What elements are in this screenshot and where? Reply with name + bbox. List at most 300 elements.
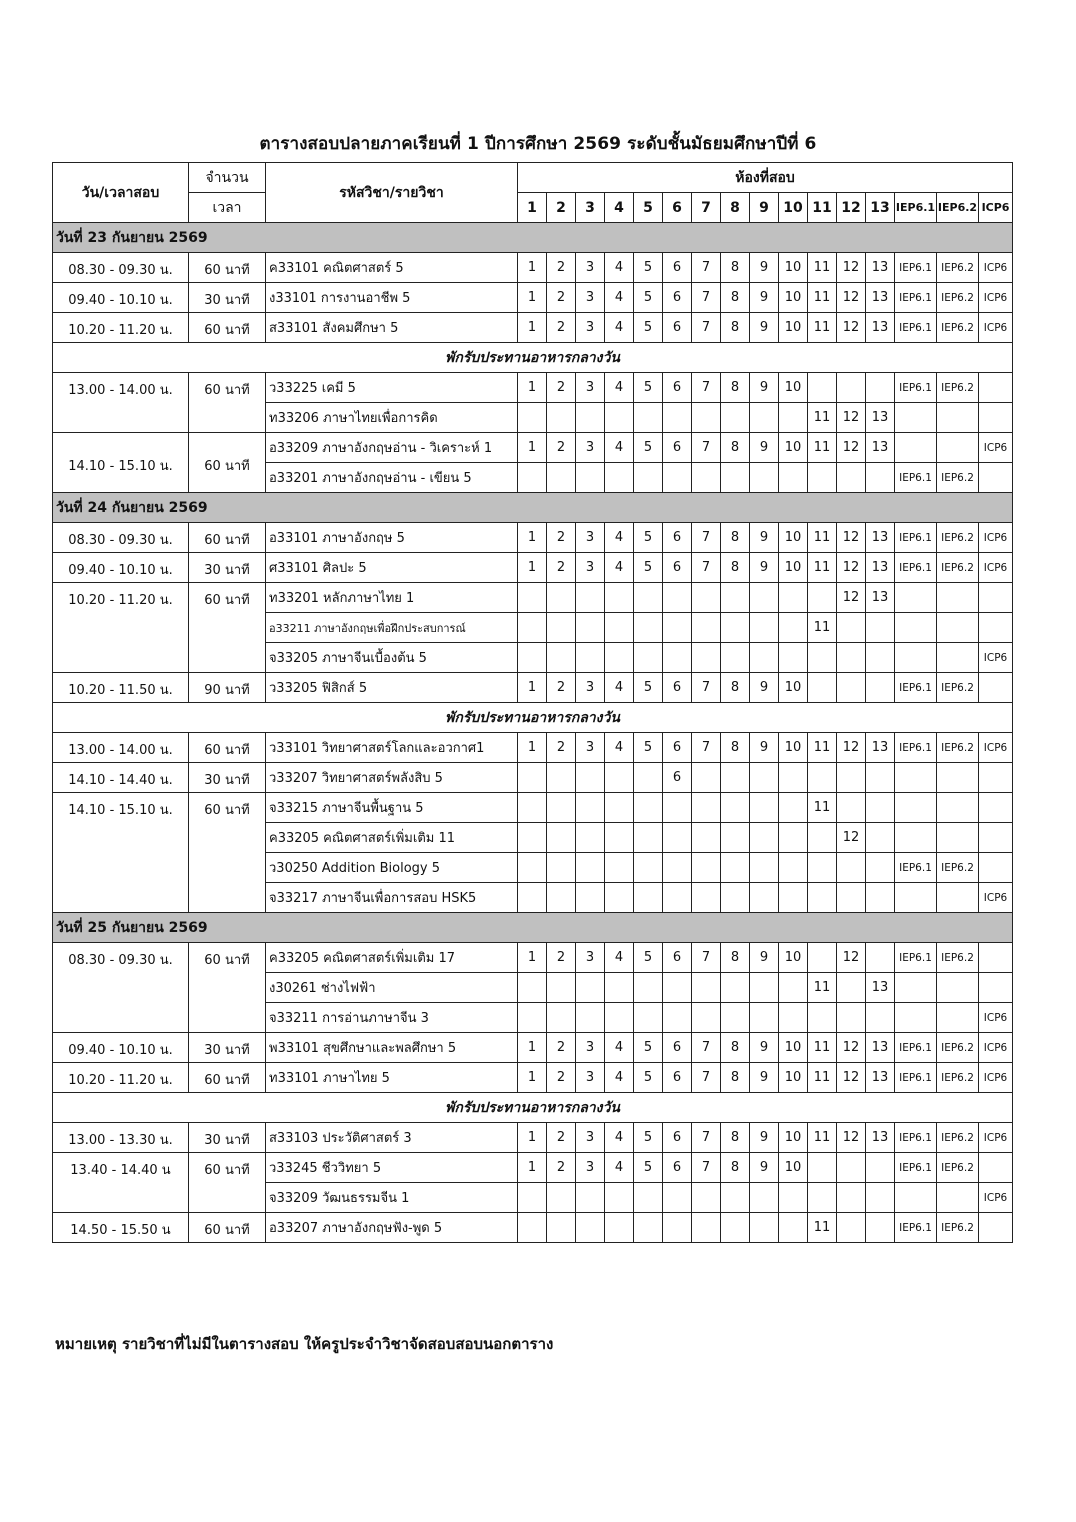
room-cell — [837, 1003, 866, 1033]
room-cell: 12 — [837, 1063, 866, 1093]
room-cell — [979, 463, 1013, 493]
exam-duration: 60 นาที — [189, 1213, 266, 1243]
header-room-9: 10 — [779, 193, 808, 223]
room-cell: 6 — [663, 733, 692, 763]
room-cell — [547, 883, 576, 913]
room-cell — [634, 403, 663, 433]
room-cell: IEP6.1 — [895, 1213, 937, 1243]
lunch-break-label: พักรับประทานอาหารกลางวัน — [53, 343, 1013, 373]
room-cell: IEP6.2 — [937, 733, 979, 763]
room-cell: 4 — [605, 1033, 634, 1063]
room-cell: ICP6 — [979, 1033, 1013, 1063]
day-label: วันที่ 23 กันยายน 2569 — [53, 223, 1013, 253]
room-cell: 7 — [692, 523, 721, 553]
room-cell — [937, 763, 979, 793]
room-cell — [779, 643, 808, 673]
room-cell: ICP6 — [979, 733, 1013, 763]
room-cell: 5 — [634, 553, 663, 583]
room-cell: 7 — [692, 733, 721, 763]
room-cell: IEP6.2 — [937, 373, 979, 403]
room-cell: IEP6.1 — [895, 733, 937, 763]
room-cell: IEP6.1 — [895, 1063, 937, 1093]
header-room-8: 9 — [750, 193, 779, 223]
room-cell: 8 — [721, 313, 750, 343]
room-cell — [634, 973, 663, 1003]
room-cell: IEP6.1 — [895, 673, 937, 703]
room-cell — [937, 1183, 979, 1213]
room-cell: 12 — [837, 313, 866, 343]
exam-duration: 30 นาที — [189, 763, 266, 793]
room-cell — [750, 883, 779, 913]
room-cell — [837, 1183, 866, 1213]
room-cell — [518, 1213, 547, 1243]
room-cell: 2 — [547, 943, 576, 973]
room-cell: IEP6.2 — [937, 313, 979, 343]
room-cell: 11 — [808, 283, 837, 313]
room-cell — [779, 1003, 808, 1033]
room-cell: 9 — [750, 1063, 779, 1093]
room-cell: 13 — [866, 583, 895, 613]
room-cell — [750, 1213, 779, 1243]
exam-row — [53, 793, 1013, 823]
room-cell: 12 — [837, 403, 866, 433]
exam-time: 14.10 - 14.40 น. — [53, 763, 189, 793]
header-room-12: 13 — [866, 193, 895, 223]
room-cell — [576, 643, 605, 673]
room-cell — [779, 973, 808, 1003]
exam-time: 13.40 - 14.40 น — [53, 1153, 189, 1213]
room-cell — [808, 943, 837, 973]
room-cell — [937, 883, 979, 913]
room-cell — [866, 853, 895, 883]
room-cell — [866, 373, 895, 403]
room-cell: 11 — [808, 1033, 837, 1063]
room-cell — [692, 973, 721, 1003]
room-cell — [692, 763, 721, 793]
room-cell: 1 — [518, 943, 547, 973]
header-room-11: 12 — [837, 193, 866, 223]
room-cell: 1 — [518, 283, 547, 313]
room-cell: IEP6.2 — [937, 943, 979, 973]
room-cell — [866, 643, 895, 673]
room-cell: 7 — [692, 373, 721, 403]
room-cell: IEP6.1 — [895, 1123, 937, 1153]
room-cell: 13 — [866, 733, 895, 763]
exam-duration: 60 นาที — [189, 433, 266, 493]
room-cell: IEP6.1 — [895, 553, 937, 583]
exam-subject: ศ33101 ศิลปะ 5 — [266, 553, 518, 583]
room-cell — [808, 673, 837, 703]
page-title: ตารางสอบปลายภาคเรียนที่ 1 ปีการศึกษา 2569 ระดับชั้นมัธยมศึกษาปีที่ 6 — [259, 134, 817, 154]
room-cell: 12 — [837, 583, 866, 613]
room-cell: 9 — [750, 1123, 779, 1153]
room-cell — [634, 583, 663, 613]
room-cell: 9 — [750, 1153, 779, 1183]
room-cell — [663, 823, 692, 853]
room-cell: 2 — [547, 523, 576, 553]
room-cell: 2 — [547, 313, 576, 343]
room-cell — [937, 433, 979, 463]
room-cell: 12 — [837, 1123, 866, 1153]
room-cell — [721, 613, 750, 643]
header-room-7: 8 — [721, 193, 750, 223]
room-cell: 4 — [605, 373, 634, 403]
room-cell: 7 — [692, 433, 721, 463]
room-cell — [605, 613, 634, 643]
room-cell: 6 — [663, 313, 692, 343]
room-cell — [895, 1183, 937, 1213]
room-cell — [866, 673, 895, 703]
table-body — [53, 223, 1013, 1243]
room-cell — [518, 583, 547, 613]
room-cell: IEP6.1 — [895, 853, 937, 883]
room-cell: 9 — [750, 943, 779, 973]
room-cell — [547, 1183, 576, 1213]
room-cell: 10 — [779, 943, 808, 973]
room-cell: 1 — [518, 313, 547, 343]
room-cell — [979, 1213, 1013, 1243]
room-cell: 2 — [547, 433, 576, 463]
room-cell: 10 — [779, 1033, 808, 1063]
room-cell: 6 — [663, 673, 692, 703]
room-cell — [721, 1003, 750, 1033]
room-cell — [547, 463, 576, 493]
room-cell — [721, 763, 750, 793]
room-cell — [634, 1213, 663, 1243]
room-cell — [518, 1183, 547, 1213]
exam-subject: ว33205 ฟิสิกส์ 5 — [266, 673, 518, 703]
exam-subject: ค33205 คณิตศาสตร์เพิ่มเติม 17 — [266, 943, 518, 973]
room-cell: 12 — [837, 553, 866, 583]
exam-row — [53, 283, 1013, 313]
room-cell: 11 — [808, 553, 837, 583]
room-cell — [605, 793, 634, 823]
room-cell: 8 — [721, 673, 750, 703]
room-cell — [634, 463, 663, 493]
exam-subject: อ33101 ภาษาอังกฤษ 5 — [266, 523, 518, 553]
room-cell — [837, 883, 866, 913]
exam-duration: 90 นาที — [189, 673, 266, 703]
exam-duration: 30 นาที — [189, 1123, 266, 1153]
room-cell — [547, 1213, 576, 1243]
room-cell — [721, 643, 750, 673]
room-cell: 13 — [866, 313, 895, 343]
room-cell — [605, 1183, 634, 1213]
exam-subject: อ33209 ภาษาอังกฤษอ่าน - วิเคราะห์ 1 — [266, 433, 518, 463]
room-cell — [605, 853, 634, 883]
header-room-4: 5 — [634, 193, 663, 223]
room-cell — [779, 793, 808, 823]
day-header-row — [53, 493, 1013, 523]
exam-subject: ว33225 เคมี 5 — [266, 373, 518, 403]
exam-subject: ส33101 สังคมศึกษา 5 — [266, 313, 518, 343]
header-rooms: ห้องที่สอบ — [518, 163, 1013, 193]
room-cell: 8 — [721, 733, 750, 763]
room-cell — [547, 583, 576, 613]
room-cell: 13 — [866, 553, 895, 583]
header-duration-bottom: เวลา — [189, 193, 266, 223]
room-cell — [837, 613, 866, 643]
header-duration-top: จำนวน — [189, 163, 266, 193]
room-cell: ICP6 — [979, 1063, 1013, 1093]
header-time: วัน/เวลาสอบ — [53, 163, 189, 223]
room-cell: 7 — [692, 253, 721, 283]
exam-subject: ส33103 ประวัติศาสตร์ 3 — [266, 1123, 518, 1153]
room-cell: 8 — [721, 1153, 750, 1183]
room-cell — [808, 1003, 837, 1033]
room-cell: 12 — [837, 523, 866, 553]
room-cell: 6 — [663, 253, 692, 283]
room-cell — [721, 1213, 750, 1243]
exam-time: 10.20 - 11.20 น. — [53, 583, 189, 673]
room-cell: 6 — [663, 1153, 692, 1183]
room-cell: ICP6 — [979, 883, 1013, 913]
room-cell: 7 — [692, 553, 721, 583]
room-cell: IEP6.1 — [895, 523, 937, 553]
room-cell: 3 — [576, 1063, 605, 1093]
room-cell: 9 — [750, 733, 779, 763]
room-cell — [634, 1183, 663, 1213]
room-cell — [837, 373, 866, 403]
room-cell: IEP6.2 — [937, 1063, 979, 1093]
room-cell: 2 — [547, 1063, 576, 1093]
header-room-0: 1 — [518, 193, 547, 223]
room-cell — [979, 583, 1013, 613]
room-cell — [808, 1153, 837, 1183]
room-cell: 3 — [576, 433, 605, 463]
exam-row — [53, 583, 1013, 613]
room-cell — [979, 763, 1013, 793]
room-cell — [576, 853, 605, 883]
room-cell: 2 — [547, 373, 576, 403]
room-cell: 9 — [750, 373, 779, 403]
room-cell: IEP6.1 — [895, 463, 937, 493]
exam-duration: 60 นาที — [189, 1063, 266, 1093]
room-cell — [721, 403, 750, 433]
room-cell — [518, 883, 547, 913]
room-cell — [663, 1183, 692, 1213]
exam-row — [53, 313, 1013, 343]
room-cell — [866, 1003, 895, 1033]
room-cell: IEP6.2 — [937, 1153, 979, 1183]
exam-subject: ท33101 ภาษาไทย 5 — [266, 1063, 518, 1093]
lunch-break-row — [53, 343, 1013, 373]
room-cell — [895, 1003, 937, 1033]
room-cell — [779, 403, 808, 433]
room-cell: 3 — [576, 373, 605, 403]
room-cell: IEP6.2 — [937, 523, 979, 553]
room-cell — [750, 853, 779, 883]
room-cell — [605, 643, 634, 673]
room-cell: IEP6.1 — [895, 283, 937, 313]
room-cell — [808, 823, 837, 853]
room-cell — [866, 793, 895, 823]
room-cell — [605, 403, 634, 433]
room-cell — [866, 613, 895, 643]
room-cell: 4 — [605, 283, 634, 313]
room-cell: 7 — [692, 1153, 721, 1183]
room-cell — [979, 853, 1013, 883]
room-cell: 6 — [663, 1063, 692, 1093]
room-cell: IEP6.2 — [937, 853, 979, 883]
room-cell: 5 — [634, 1153, 663, 1183]
room-cell: IEP6.1 — [895, 373, 937, 403]
header-room-5: 6 — [663, 193, 692, 223]
room-cell: 8 — [721, 523, 750, 553]
room-cell — [547, 613, 576, 643]
room-cell — [576, 613, 605, 643]
room-cell — [576, 823, 605, 853]
room-cell — [866, 943, 895, 973]
room-cell — [692, 793, 721, 823]
room-cell: ICP6 — [979, 313, 1013, 343]
lunch-break-label: พักรับประทานอาหารกลางวัน — [53, 1093, 1013, 1123]
header-room-15: ICP6 — [979, 193, 1013, 223]
room-cell — [518, 823, 547, 853]
room-cell: ICP6 — [979, 1123, 1013, 1153]
room-cell — [937, 613, 979, 643]
room-cell — [605, 1213, 634, 1243]
room-cell: 2 — [547, 673, 576, 703]
room-cell: 4 — [605, 253, 634, 283]
room-cell — [895, 973, 937, 1003]
room-cell — [750, 763, 779, 793]
room-cell: 2 — [547, 733, 576, 763]
room-cell — [721, 583, 750, 613]
room-cell — [605, 763, 634, 793]
room-cell: 10 — [779, 373, 808, 403]
room-cell: 12 — [837, 733, 866, 763]
room-cell — [866, 463, 895, 493]
room-cell — [518, 973, 547, 1003]
room-cell: 3 — [576, 943, 605, 973]
room-cell — [576, 973, 605, 1003]
room-cell: 12 — [837, 433, 866, 463]
room-cell — [750, 463, 779, 493]
room-cell: 9 — [750, 553, 779, 583]
room-cell — [979, 373, 1013, 403]
room-cell: 5 — [634, 1123, 663, 1153]
room-cell: 13 — [866, 1033, 895, 1063]
room-cell: ICP6 — [979, 523, 1013, 553]
exam-row — [53, 523, 1013, 553]
room-cell: IEP6.1 — [895, 1153, 937, 1183]
room-cell — [866, 1153, 895, 1183]
room-cell: 10 — [779, 553, 808, 583]
room-cell — [937, 793, 979, 823]
day-label: วันที่ 24 กันยายน 2569 — [53, 493, 1013, 523]
room-cell — [937, 973, 979, 1003]
room-cell — [937, 643, 979, 673]
room-cell: IEP6.2 — [937, 283, 979, 313]
room-cell — [663, 463, 692, 493]
room-cell — [979, 823, 1013, 853]
room-cell: 7 — [692, 283, 721, 313]
room-cell — [605, 583, 634, 613]
room-cell: 10 — [779, 253, 808, 283]
header-room-13: IEP6.1 — [895, 193, 937, 223]
room-cell: 10 — [779, 433, 808, 463]
room-cell — [779, 1183, 808, 1213]
room-cell — [895, 823, 937, 853]
exam-subject: จ33209 วัฒนธรรมจีน 1 — [266, 1183, 518, 1213]
room-cell — [721, 1183, 750, 1213]
table-header — [53, 163, 1013, 223]
room-cell — [576, 583, 605, 613]
room-cell — [979, 793, 1013, 823]
room-cell — [692, 1213, 721, 1243]
header-room-1: 2 — [547, 193, 576, 223]
room-cell: 5 — [634, 253, 663, 283]
room-cell: 2 — [547, 1123, 576, 1153]
room-cell: 10 — [779, 673, 808, 703]
room-cell: 11 — [808, 253, 837, 283]
room-cell — [937, 1003, 979, 1033]
room-cell — [663, 883, 692, 913]
room-cell: IEP6.1 — [895, 253, 937, 283]
room-cell: 10 — [779, 283, 808, 313]
room-cell — [576, 883, 605, 913]
room-cell: 4 — [605, 943, 634, 973]
header-room-6: 7 — [692, 193, 721, 223]
room-cell: 8 — [721, 1033, 750, 1063]
exam-subject: พ33101 สุขศึกษาและพลศึกษา 5 — [266, 1033, 518, 1063]
room-cell: IEP6.2 — [937, 463, 979, 493]
room-cell — [605, 973, 634, 1003]
room-cell — [634, 853, 663, 883]
room-cell — [547, 853, 576, 883]
room-cell: 11 — [808, 973, 837, 1003]
exam-time: 13.00 - 14.00 น. — [53, 733, 189, 763]
exam-schedule-table — [52, 162, 1013, 1243]
exam-row — [53, 1123, 1013, 1153]
room-cell — [779, 883, 808, 913]
room-cell — [692, 823, 721, 853]
room-cell: 11 — [808, 403, 837, 433]
room-cell: 1 — [518, 1123, 547, 1153]
header-room-10: 11 — [808, 193, 837, 223]
room-cell — [547, 1003, 576, 1033]
room-cell: 2 — [547, 1153, 576, 1183]
lunch-break-row — [53, 1093, 1013, 1123]
room-cell: 11 — [808, 613, 837, 643]
room-cell: 4 — [605, 1063, 634, 1093]
room-cell: 3 — [576, 523, 605, 553]
header-subject: รหัสวิชา/รายวิชา — [266, 163, 518, 223]
exam-time: 14.10 - 15.10 น. — [53, 793, 189, 913]
room-cell: 5 — [634, 673, 663, 703]
room-cell: 6 — [663, 523, 692, 553]
room-cell: 1 — [518, 1153, 547, 1183]
room-cell — [837, 673, 866, 703]
room-cell: 11 — [808, 1123, 837, 1153]
room-cell — [634, 763, 663, 793]
room-cell: 1 — [518, 1033, 547, 1063]
room-cell: 5 — [634, 1063, 663, 1093]
exam-duration: 30 นาที — [189, 1033, 266, 1063]
exam-row — [53, 1153, 1013, 1183]
exam-subject: ค33205 คณิตศาสตร์เพิ่มเติม 11 — [266, 823, 518, 853]
room-cell: 5 — [634, 283, 663, 313]
room-cell — [837, 793, 866, 823]
room-cell: 5 — [634, 373, 663, 403]
room-cell — [979, 673, 1013, 703]
room-cell: ICP6 — [979, 433, 1013, 463]
exam-subject: ว33245 ชีววิทยา 5 — [266, 1153, 518, 1183]
room-cell: IEP6.2 — [937, 553, 979, 583]
exam-subject: ว33207 วิทยาศาสตร์พลังสิบ 5 — [266, 763, 518, 793]
room-cell — [547, 793, 576, 823]
